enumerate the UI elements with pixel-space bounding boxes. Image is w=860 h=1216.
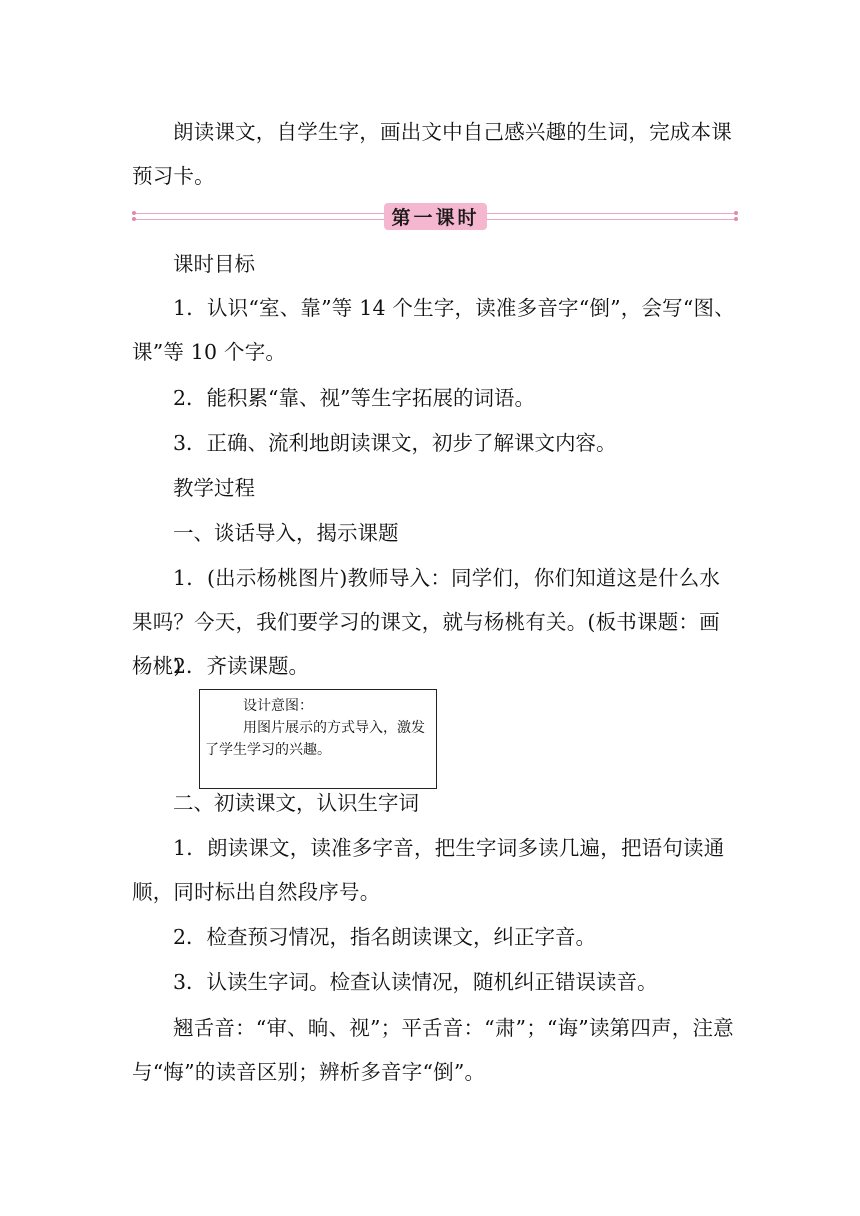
section-title: 二、初读课文，认识生字词 bbox=[173, 791, 419, 815]
goal-item: 1．认识“室、靠”等 14 个生字，读准多音字“倒”，会写“图、课”等 10 个字。 bbox=[132, 296, 735, 364]
pronunciation-note: 翘舌音：“审、晌、视”；平舌音：“肃”；“诲”读第四声，注意与“悔”的读音区别；辨析多音字“倒”。 bbox=[132, 1016, 734, 1084]
design-intent-body: 用图片展示的方式导入，激发了学生学习的兴趣。 bbox=[205, 720, 425, 758]
intro-paragraph: 朗读课文，自学生字，画出文中自己感兴趣的生词，完成本课预习卡。 bbox=[132, 120, 732, 188]
goal-item: 3．正确、流利地朗读课文，初步了解课文内容。 bbox=[173, 431, 617, 455]
banner-dot-right-top bbox=[734, 211, 738, 215]
process-step: 2．齐读课题。 bbox=[173, 654, 310, 678]
process-step: 1．(出示杨桃图片)教师导入：同学们，你们知道这是什么水果吗？今天，我们要学习的课文，就与杨桃有关。(板书课题：画杨桃) bbox=[132, 566, 721, 678]
process-heading: 教学过程 bbox=[173, 476, 255, 500]
banner-line-right-top bbox=[487, 213, 734, 214]
banner-line-left-bottom bbox=[136, 219, 384, 220]
process-step: 2．检查预习情况，指名朗读课文，纠正字音。 bbox=[173, 925, 597, 949]
design-intent-title: 设计意图： bbox=[243, 698, 313, 714]
goal-item: 2．能积累“靠、视”等生字拓展的词语。 bbox=[173, 386, 536, 410]
lesson-banner bbox=[132, 203, 738, 231]
banner-line-left-top bbox=[136, 213, 384, 214]
process-step: 3．认读生字词。检查认读情况，随机纠正错误读音。 bbox=[173, 970, 658, 994]
section-title: 一、谈话导入，揭示课题 bbox=[173, 521, 399, 545]
banner-line-right-bottom bbox=[487, 219, 734, 220]
banner-dot-left-top bbox=[132, 211, 136, 215]
banner-dot-left-bottom bbox=[132, 217, 136, 221]
design-intent-box bbox=[199, 689, 437, 789]
banner-dot-right-bottom bbox=[734, 217, 738, 221]
goals-heading: 课时目标 bbox=[173, 252, 255, 276]
lesson-title: 第一课时 bbox=[384, 203, 487, 230]
process-step: 1．朗读课文，读准多字音，把生字词多读几遍，把语句读通顺，同时标出自然段序号。 bbox=[132, 836, 725, 904]
